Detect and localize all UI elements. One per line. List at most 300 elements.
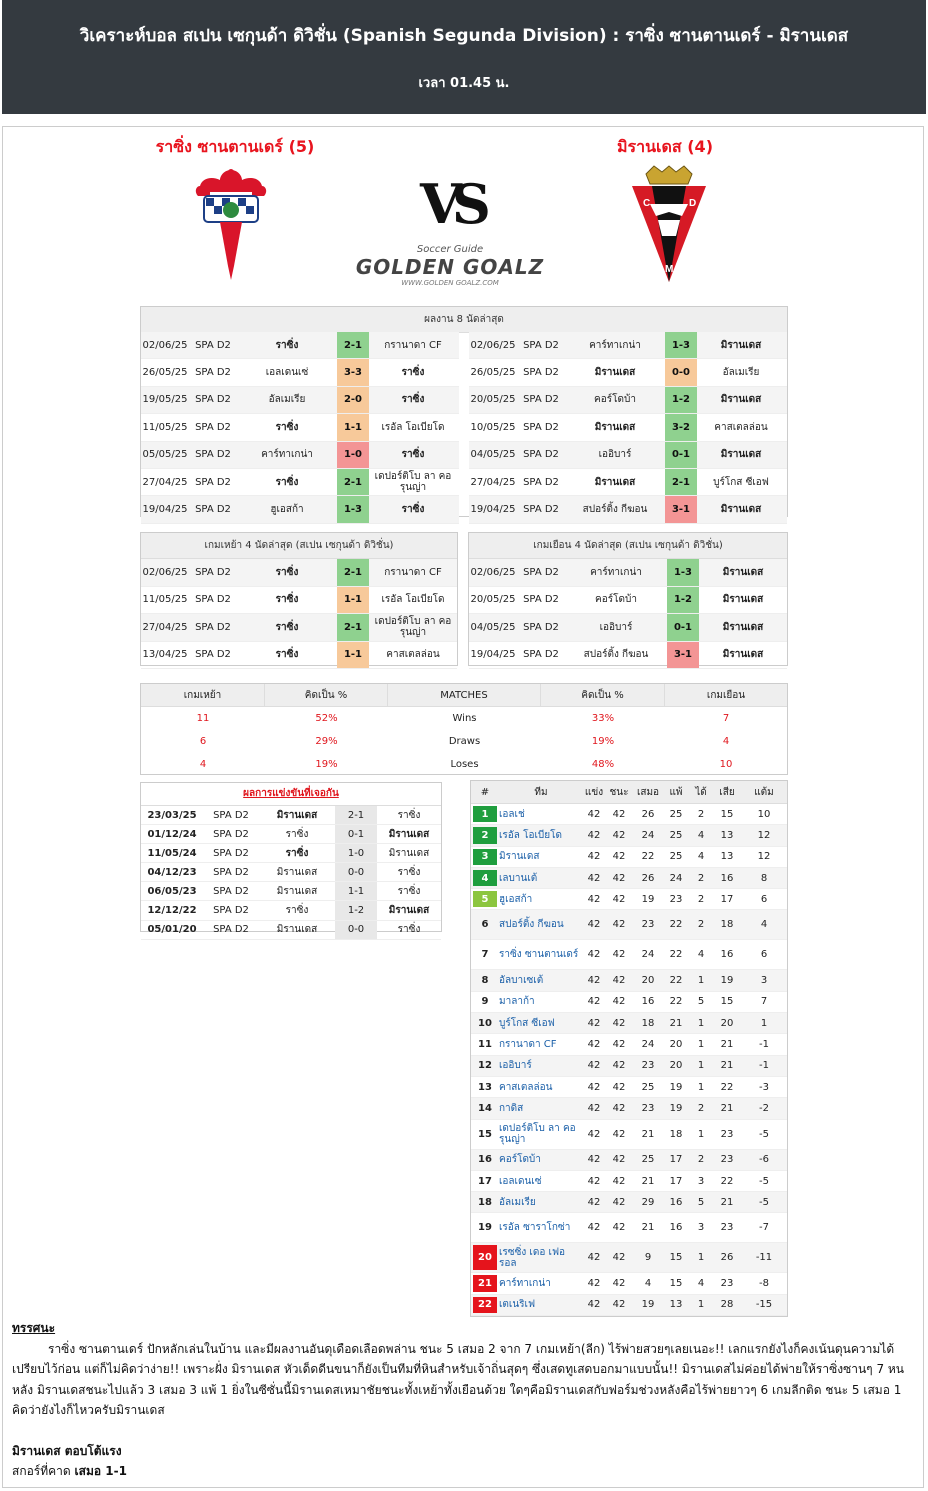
standings-l: 16	[669, 1222, 683, 1234]
standings-gf: 1	[697, 1252, 705, 1264]
match-league: SPA D2	[523, 594, 559, 606]
standings-ga: 22	[720, 1081, 734, 1093]
home-team-name: ราซิ่ง ซานตานเดร์ (5)	[155, 137, 315, 156]
match-date: 11/05/25	[142, 594, 188, 606]
standings-gf: 5	[697, 1196, 705, 1208]
match-date: 20/05/25	[470, 594, 516, 606]
h2h-home: ราซิ่ง	[285, 847, 309, 859]
h2h-row	[141, 844, 441, 863]
standings-pts: 1	[760, 1017, 768, 1029]
h2h-league: SPA D2	[213, 885, 249, 897]
score-cell: 2-1	[665, 469, 697, 495]
h2h-row	[141, 806, 441, 825]
stats-home-pct: 29%	[315, 736, 338, 747]
h2h-away: ราซิ่ง	[397, 885, 421, 897]
standings-team: อัลเมเรีย	[499, 1196, 536, 1208]
standings-row	[471, 1243, 787, 1273]
standings-d: 18	[641, 1017, 655, 1029]
score-cell: 1-2	[667, 587, 699, 614]
match-row	[141, 587, 457, 615]
standings-gf: 1	[697, 1299, 705, 1311]
standings-gf: 3	[697, 1222, 705, 1234]
standings-p: 42	[587, 1017, 601, 1029]
standings-team: คาร์ทาเกน่า	[499, 1278, 551, 1290]
standings-l: 24	[669, 872, 683, 884]
standings-pts: 3	[760, 975, 768, 987]
standings-row	[471, 1120, 787, 1150]
away-team-cell: เรอัล โอเบียโด	[381, 594, 445, 606]
away-team-cell: มิรานเดส	[720, 449, 762, 461]
brand-url: WWW.GOLDEN GOALZ.COM	[401, 279, 499, 287]
standings-w: 42	[612, 1017, 626, 1029]
standings-header-row	[471, 781, 787, 804]
stats-header: เกมเหย้า	[141, 684, 265, 706]
brand-tagline: Soccer Guide	[416, 244, 484, 255]
match-league: SPA D2	[195, 421, 231, 433]
standings-rank: 6	[481, 919, 489, 931]
standings-ga: 16	[720, 949, 734, 961]
h2h-row	[141, 882, 441, 901]
standings-row	[471, 1056, 787, 1077]
away-team-cell: ราซิ่ง	[401, 394, 425, 406]
standings-l: 25	[669, 851, 683, 863]
match-row	[141, 642, 457, 670]
predicted-score-label: สกอร์ที่คาด	[12, 1464, 71, 1478]
away-team-cell: ราซิ่ง	[401, 367, 425, 379]
away-team-cell: เดปอร์ติโบ ลา คอรุนญ่า	[374, 616, 452, 639]
home-team-cell: ราซิ่ง	[275, 421, 299, 433]
match-date: 04/05/25	[470, 449, 516, 461]
standings-pts: -5	[759, 1128, 769, 1140]
match-date: 02/06/25	[470, 566, 516, 578]
standings-d: 20	[641, 975, 655, 987]
page-title: วิเคราะห์บอล สเปน เซกุนด้า ดิวิชั่น (Spanish Segunda Division) : ราซิ่ง ซานตานเดร์ - มิรานเดส	[79, 26, 849, 46]
standings-header: #	[480, 786, 490, 798]
h2h-score: 1-2	[335, 901, 377, 919]
standings-rank: 8	[481, 975, 489, 987]
standings-gf: 4	[697, 949, 705, 961]
home-team-cell: มิรานเดส	[594, 476, 636, 488]
home-team-cell: คอร์โดบ้า	[595, 594, 637, 606]
standings-pts: 10	[757, 808, 771, 820]
match-row	[469, 642, 787, 670]
standings-w: 42	[612, 808, 626, 820]
analysis-pick: มิรานเดส ตอบโต้แรง	[12, 1443, 122, 1458]
home-team-cell: คาร์ทาเกน่า	[589, 339, 641, 351]
match-row	[141, 442, 459, 469]
stats-row	[141, 707, 787, 730]
match-date: 13/04/25	[142, 649, 188, 661]
stats-home: 6	[199, 736, 207, 747]
league-standings-table	[470, 780, 788, 1317]
home-team-cell: ฮูเอสก้า	[270, 504, 304, 516]
h2h-date: 05/01/20	[147, 924, 197, 936]
standings-team: กรานาดา CF	[499, 1039, 557, 1051]
standings-row	[471, 847, 787, 868]
standings-p: 42	[587, 829, 601, 841]
stats-away-pct: 33%	[591, 713, 615, 724]
standings-gf: 3	[697, 1175, 705, 1187]
standings-row	[471, 1273, 787, 1294]
away-team-cell: อัลเมเรีย	[722, 367, 760, 379]
h2h-date: 04/12/23	[147, 866, 197, 878]
versus-label: VS	[420, 172, 481, 236]
stats-label: Loses	[450, 759, 479, 770]
standings-pts: -7	[759, 1222, 769, 1234]
score-cell: 3-3	[337, 359, 369, 385]
stats-row	[141, 753, 787, 776]
h2h-league: SPA D2	[213, 866, 249, 878]
score-cell: 1-0	[337, 442, 369, 468]
standings-l: 15	[669, 1252, 683, 1264]
h2h-home: มิรานเดส	[276, 866, 318, 878]
standings-p: 42	[587, 872, 601, 884]
standings-p: 42	[587, 1060, 601, 1072]
match-row	[469, 359, 787, 386]
h2h-home: ราซิ่ง	[285, 828, 309, 840]
match-league: SPA D2	[523, 649, 559, 661]
standings-gf: 2	[697, 808, 705, 820]
standings-gf: 1	[697, 1060, 705, 1072]
match-row	[141, 559, 457, 587]
stats-home-pct: 19%	[315, 759, 338, 770]
h2h-league: SPA D2	[213, 924, 249, 936]
standings-pts: -15	[755, 1299, 773, 1311]
head-to-head-list	[141, 806, 441, 940]
standings-rank: 14	[478, 1102, 492, 1114]
match-row	[469, 559, 787, 587]
standings-rank: 12	[478, 1060, 492, 1072]
match-date: 10/05/25	[470, 421, 516, 433]
standings-d: 23	[641, 1102, 655, 1114]
home-last-4-panel	[140, 532, 458, 666]
away-team-cell: ราซิ่ง	[401, 504, 425, 516]
standings-w: 42	[612, 1128, 626, 1140]
match-league: SPA D2	[523, 394, 559, 406]
match-date: 26/05/25	[142, 367, 188, 379]
home-team-cell: ราซิ่ง	[275, 566, 299, 578]
standings-gf: 1	[697, 1039, 705, 1051]
standings-rank: 9	[481, 996, 489, 1008]
match-league: SPA D2	[523, 339, 559, 351]
score-cell: 3-1	[667, 642, 699, 669]
match-row	[469, 414, 787, 441]
h2h-score: 1-0	[335, 844, 377, 862]
standings-d: 21	[641, 1128, 655, 1140]
standings-rank: 10	[478, 1017, 492, 1029]
standings-p: 42	[587, 893, 601, 905]
standings-p: 42	[587, 1278, 601, 1290]
match-date: 27/04/25	[142, 476, 188, 488]
standings-row	[471, 804, 787, 825]
standings-row	[471, 1213, 787, 1243]
standings-ga: 15	[720, 996, 734, 1008]
standings-w: 42	[612, 872, 626, 884]
match-row	[141, 387, 459, 414]
away-last-4-caption: เกมเยือน 4 นัดล่าสุด (สเปน เซกุนด้า ดิวิชั่น)	[469, 533, 787, 559]
standings-l: 19	[669, 1081, 683, 1093]
standings-pts: -3	[759, 1081, 769, 1093]
match-league: SPA D2	[523, 504, 559, 516]
standings-pts: -1	[759, 1039, 769, 1051]
h2h-date: 12/12/22	[147, 905, 197, 917]
standings-w: 42	[612, 829, 626, 841]
away-team-cell: เรอัล โอเบียโด	[381, 421, 445, 433]
standings-row	[471, 992, 787, 1013]
standings-row	[471, 910, 787, 940]
standings-team: เรซซิ่ง เดอ เฟอ รอล	[499, 1246, 566, 1269]
standings-ga: 26	[720, 1252, 734, 1264]
standings-l: 19	[669, 1102, 683, 1114]
home-team-cell: สปอร์ติ้ง กีฆอน	[582, 504, 648, 516]
score-cell: 2-1	[337, 469, 369, 495]
match-date: 27/04/25	[470, 476, 516, 488]
home-team-cell: ราซิ่ง	[275, 649, 299, 661]
standings-team: ฮูเอสก้า	[499, 893, 533, 905]
standings-team: อัลบาเซเต้	[499, 975, 544, 987]
score-cell: 2-1	[337, 614, 369, 641]
match-date: 19/05/25	[142, 394, 188, 406]
standings-w: 42	[612, 949, 626, 961]
home-team-cell: มิรานเดส	[594, 367, 636, 379]
h2h-league: SPA D2	[213, 828, 249, 840]
away-team-cell: มิรานเดส	[722, 649, 764, 661]
score-cell: 2-1	[337, 332, 369, 358]
standings-rank: 20	[473, 1245, 497, 1270]
stats-header: MATCHES	[388, 684, 541, 706]
standings-w: 42	[612, 1060, 626, 1072]
h2h-score: 2-1	[335, 806, 377, 824]
away-team-cell: มิรานเดส	[722, 566, 764, 578]
match-row	[469, 469, 787, 496]
match-row	[469, 387, 787, 414]
score-cell: 2-0	[337, 387, 369, 413]
stats-header: คิดเป็น %	[541, 684, 665, 706]
match-date: 05/05/25	[142, 449, 188, 461]
standings-gf: 1	[697, 1128, 705, 1140]
match-row	[141, 496, 459, 523]
h2h-row	[141, 901, 441, 920]
standings-rank: 5	[473, 891, 497, 907]
home-team-cell: เอลเดนเซ่	[265, 367, 309, 379]
away-team-cell: มิรานเดส	[720, 339, 762, 351]
away-team-cell: ราซิ่ง	[401, 449, 425, 461]
analysis-section	[12, 1318, 912, 1482]
standings-d: 21	[641, 1175, 655, 1187]
standings-team: มาลาก้า	[499, 996, 535, 1008]
standings-gf: 2	[697, 1102, 705, 1114]
stats-label: Draws	[448, 736, 481, 747]
standings-gf: 1	[697, 1017, 705, 1029]
score-cell: 3-2	[665, 414, 697, 440]
standings-row	[471, 1150, 787, 1171]
standings-rank: 7	[481, 949, 489, 961]
analysis-body: ราซิ่ง ซานตานเดร์ ปักหลักเล่นในบ้าน และมีผลงานอันดุเดือดเลือดพล่าน ชนะ 5 เสมอ 2 จาก 7 เกมเหย้า(ลีก) ไร้พ่ายสวยๆเลยเนอะ!! เลกแรกยังไงก็คงเน้นดุนความได้เปรียบไว้ก่อน แต่ก็ไม่คิดว่าง่าย!! เพราะฝั่ง มิรานเดส หัวเด็ดดีนขนาก็ยังเป็นทีมที่หินสำหรับเจ้าถิ่นสุดๆ ซึ่งเสดทูเสดบอกมาแบบนั้น!! มิรานเดสไม่ค่อยได้พ่ายให้ราซิ่งซานๆ 7 หนหลัง มิรานเดสชนะไปแล้ว 3 เสมอ 3 แพ้ 1 ยิ่งในซีซั่นนี้มิรานเดสเหมาชัยชนะทั้งเหย้าทั้งเยือนด้วย ใดๆคือมิรานเดสกับฟอร์มช่วงหลังคือไร้พ่ายยาวๆ 6 เกมลีกติด ชนะ 5 เสมอ 1 คิดว่ายังไงก็ไหวครับมิรานเดส	[12, 1341, 905, 1417]
brand-name: GOLDEN GOALZ	[355, 255, 545, 279]
standings-row	[471, 1098, 787, 1119]
stats-header: คิดเป็น %	[265, 684, 388, 706]
standings-d: 22	[641, 851, 655, 863]
standings-pts: -1	[759, 1060, 769, 1072]
home-team-cell: คาร์ทาเกน่า	[590, 566, 642, 578]
standings-d: 24	[641, 1039, 655, 1051]
standings-ga: 21	[720, 1196, 734, 1208]
match-row	[469, 332, 787, 359]
away-team-cell: มิรานเดส	[722, 594, 764, 606]
score-cell: 0-1	[667, 614, 699, 641]
match-date: 02/06/25	[470, 339, 516, 351]
standings-p: 42	[587, 1102, 601, 1114]
predicted-score-line	[12, 1461, 912, 1482]
score-cell: 1-3	[667, 559, 699, 586]
standings-l: 22	[669, 975, 683, 987]
h2h-row	[141, 921, 441, 940]
standings-d: 19	[641, 1299, 655, 1311]
h2h-row	[141, 863, 441, 882]
standings-rank: 16	[478, 1154, 492, 1166]
stats-home: 4	[199, 759, 207, 770]
standings-w: 42	[612, 1154, 626, 1166]
standings-w: 42	[612, 1175, 626, 1187]
standings-ga: 21	[720, 1060, 734, 1072]
match-row	[141, 469, 459, 496]
standings-p: 42	[587, 1222, 601, 1234]
standings-ga: 23	[720, 1278, 734, 1290]
standings-team: คอร์โดบ้า	[499, 1154, 541, 1166]
away-last-4-list	[469, 559, 787, 669]
h2h-home: มิรานเดส	[276, 885, 318, 897]
standings-w: 42	[612, 919, 626, 931]
standings-header: ทีม	[534, 786, 548, 798]
standings-ga: 13	[720, 851, 734, 863]
h2h-date: 11/05/24	[147, 847, 197, 859]
standings-rank: 3	[473, 849, 497, 865]
standings-ga: 21	[720, 1102, 734, 1114]
standings-l: 13	[669, 1299, 683, 1311]
match-date: 19/04/25	[142, 504, 188, 516]
away-team-cell: เดปอร์ติโบ ลา คอรุนญ่า	[374, 471, 452, 494]
standings-rank: 4	[473, 870, 497, 886]
score-cell: 3-1	[665, 496, 697, 522]
home-team-cell: ราซิ่ง	[275, 476, 299, 488]
last-8-form-panel	[140, 306, 788, 517]
standings-p: 42	[587, 1252, 601, 1264]
standings-l: 16	[669, 1196, 683, 1208]
score-cell: 0-0	[665, 359, 697, 385]
h2h-home: ราซิ่ง	[285, 905, 309, 917]
standings-team: ราซิ่ง ซานตานเดร์	[499, 949, 579, 961]
standings-row	[471, 1192, 787, 1213]
standings-team: เรอัล โอเบียโด	[499, 829, 562, 841]
standings-gf: 2	[697, 919, 705, 931]
standings-p: 42	[587, 808, 601, 820]
match-date: 27/04/25	[142, 621, 188, 633]
h2h-away: มิรานเดส	[388, 847, 430, 859]
match-date: 04/05/25	[470, 621, 516, 633]
standings-p: 42	[587, 1128, 601, 1140]
match-league: SPA D2	[195, 566, 231, 578]
standings-row	[471, 889, 787, 910]
match-row	[141, 359, 459, 386]
standings-team: เดปอร์ติโบ ลา คอรุนญ่า	[499, 1123, 576, 1146]
standings-header: เสมอ	[636, 786, 660, 798]
match-league: SPA D2	[195, 449, 231, 461]
stats-label: Wins	[452, 713, 477, 724]
standings-header: ได้	[695, 786, 707, 798]
standings-pts: 8	[760, 872, 768, 884]
standings-pts: 7	[760, 996, 768, 1008]
standings-row	[471, 970, 787, 991]
standings-row	[471, 1171, 787, 1192]
standings-pts: -5	[759, 1196, 769, 1208]
match-league: SPA D2	[523, 621, 559, 633]
standings-pts: -2	[759, 1102, 769, 1114]
standings-l: 17	[669, 1175, 683, 1187]
standings-gf: 1	[697, 975, 705, 987]
match-league: SPA D2	[523, 566, 559, 578]
standings-ga: 16	[720, 872, 734, 884]
h2h-away: มิรานเดส	[388, 828, 430, 840]
match-date: 11/05/25	[142, 421, 188, 433]
home-last-8-list	[141, 332, 459, 524]
score-cell: 0-1	[665, 442, 697, 468]
standings-p: 42	[587, 851, 601, 863]
away-team-cell: คาสเตลล่อน	[714, 421, 768, 433]
score-cell: 2-1	[337, 559, 369, 586]
home-team-cell: มิรานเดส	[594, 421, 636, 433]
home-team-cell: คอร์โดบ้า	[594, 394, 636, 406]
home-team-crest-icon	[190, 166, 272, 284]
standings-rank: 19	[478, 1222, 492, 1234]
standings-row	[471, 825, 787, 846]
standings-rank: 11	[478, 1039, 492, 1051]
standings-l: 17	[669, 1154, 683, 1166]
svg-text:D: D	[689, 198, 697, 209]
match-league: SPA D2	[523, 449, 559, 461]
standings-row	[471, 1295, 787, 1316]
standings-gf: 5	[697, 996, 705, 1008]
score-cell: 1-1	[337, 587, 369, 614]
standings-d: 24	[641, 829, 655, 841]
away-team-cell: มิรานเดส	[720, 504, 762, 516]
standings-rank: 13	[478, 1081, 492, 1093]
standings-pts: 4	[760, 919, 768, 931]
score-cell: 1-1	[337, 642, 369, 669]
standings-l: 22	[669, 919, 683, 931]
standings-team: เอลเช่	[499, 808, 525, 820]
home-last-4-caption: เกมเหย้า 4 นัดล่าสุด (สเปน เซกุนด้า ดิวิชั่น)	[141, 533, 457, 559]
match-date: 20/05/25	[470, 394, 516, 406]
standings-w: 42	[612, 1278, 626, 1290]
h2h-score: 1-1	[335, 882, 377, 900]
standings-d: 16	[641, 996, 655, 1008]
standings-rank: 22	[473, 1297, 497, 1313]
standings-l: 23	[669, 893, 683, 905]
standings-header: แพ้	[669, 786, 683, 798]
home-last-4-list	[141, 559, 457, 669]
match-league: SPA D2	[195, 367, 231, 379]
h2h-date: 23/03/25	[147, 809, 197, 821]
head-to-head-table	[140, 782, 442, 936]
match-date: 26/05/25	[470, 367, 516, 379]
standings-header: แข่ง	[584, 786, 604, 798]
match-league: SPA D2	[195, 476, 231, 488]
h2h-score: 0-1	[335, 825, 377, 843]
standings-header: เสีย	[719, 786, 735, 798]
standings-team: คาสเตลล่อน	[499, 1081, 553, 1093]
standings-p: 42	[587, 919, 601, 931]
standings-pts: 12	[757, 829, 771, 841]
